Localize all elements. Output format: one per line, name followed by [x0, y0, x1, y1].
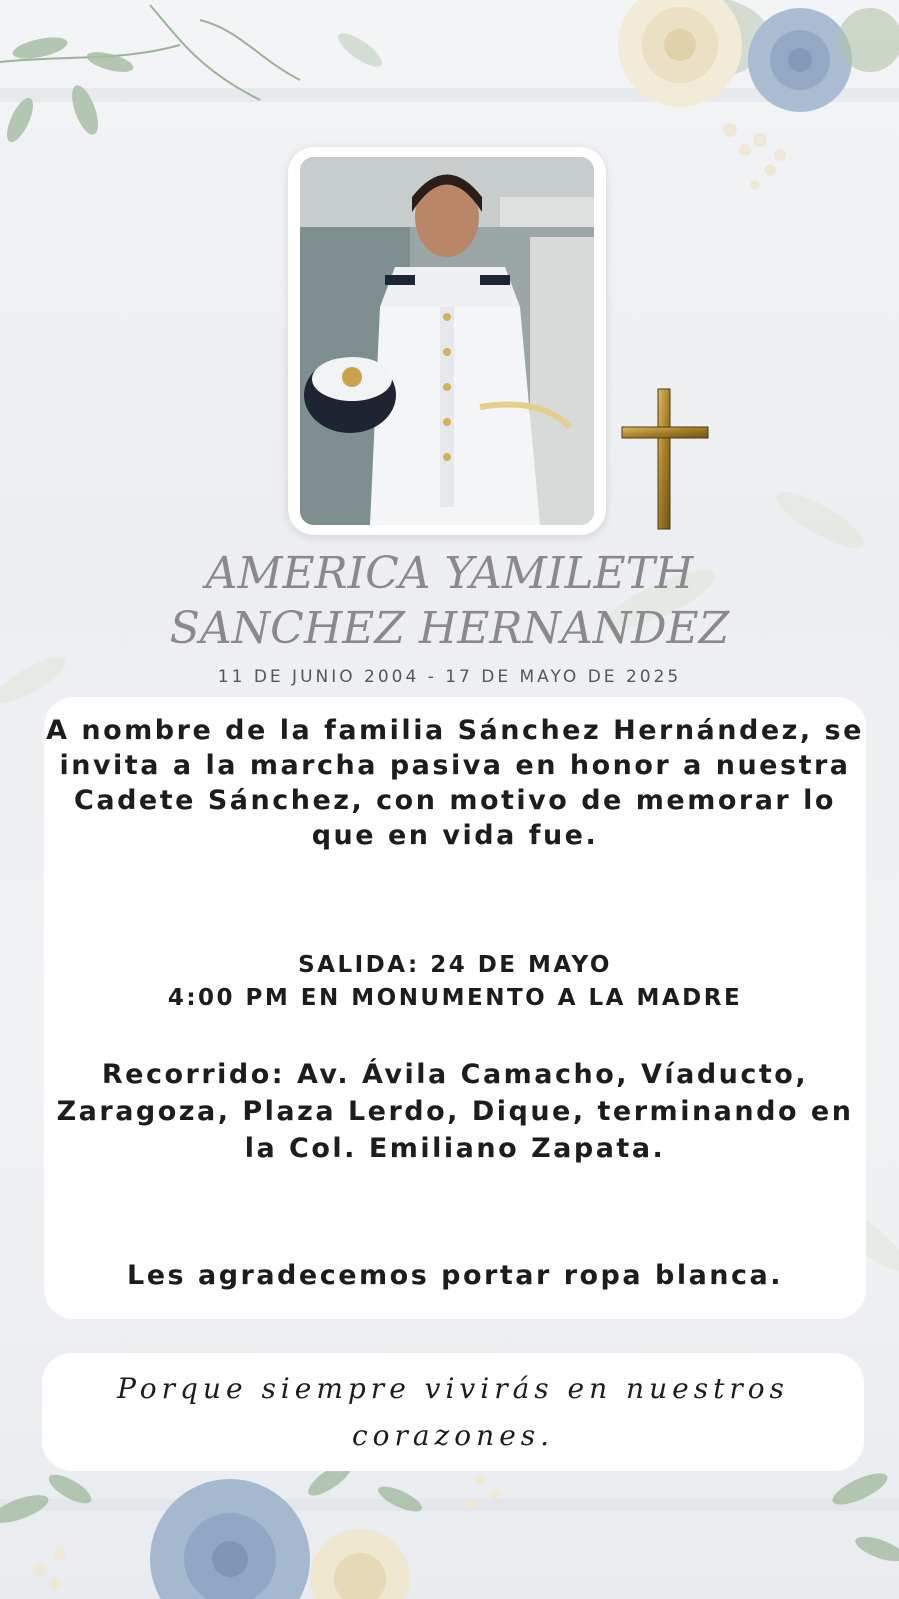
route-description: Recorrido: Av. Ávila Camacho, Víaducto, Zaragoza, Plaza Lerdo, Dique, terminando en la Col. Emiliano Zapata. [56, 1059, 854, 1164]
bottom-flowers-icon [33, 1473, 500, 1599]
portrait-illustration [300, 157, 594, 525]
cross-icon [620, 385, 720, 535]
deceased-name-last: SANCHEZ HERNANDEZ [169, 603, 730, 654]
dress-code: Les agradecemos portar ropa blanca. [126, 1260, 784, 1291]
invitation-card [44, 697, 866, 1319]
bottom-leaves-icon [0, 1459, 899, 1566]
quote-card [42, 1353, 864, 1471]
bottom-panel-shadow [0, 1499, 899, 1511]
invitation-paragraph: A nombre de la familia Sánchez Hernández, se invita a la marcha pasiva en honor a nuestra Cadete Sánchez, con motivo de memorar lo que en vida fue. [46, 715, 864, 851]
deceased-name-first: AMERICA YAMILETH [205, 548, 694, 599]
departure-time-place: 4:00 PM EN MONUMENTO A LA MADRE [167, 985, 743, 1011]
bottom-floral-decoration [0, 1459, 899, 1599]
life-dates: 11 DE JUNIO 2004 - 17 DE MAYO DE 2025 [217, 667, 682, 687]
portrait-photo [300, 157, 594, 525]
photo-frame [288, 147, 606, 535]
departure-date: SALIDA: 24 DE MAYO [298, 952, 612, 978]
memorial-quote: Porque siempre vivirás en nuestros corazones. [117, 1372, 789, 1452]
